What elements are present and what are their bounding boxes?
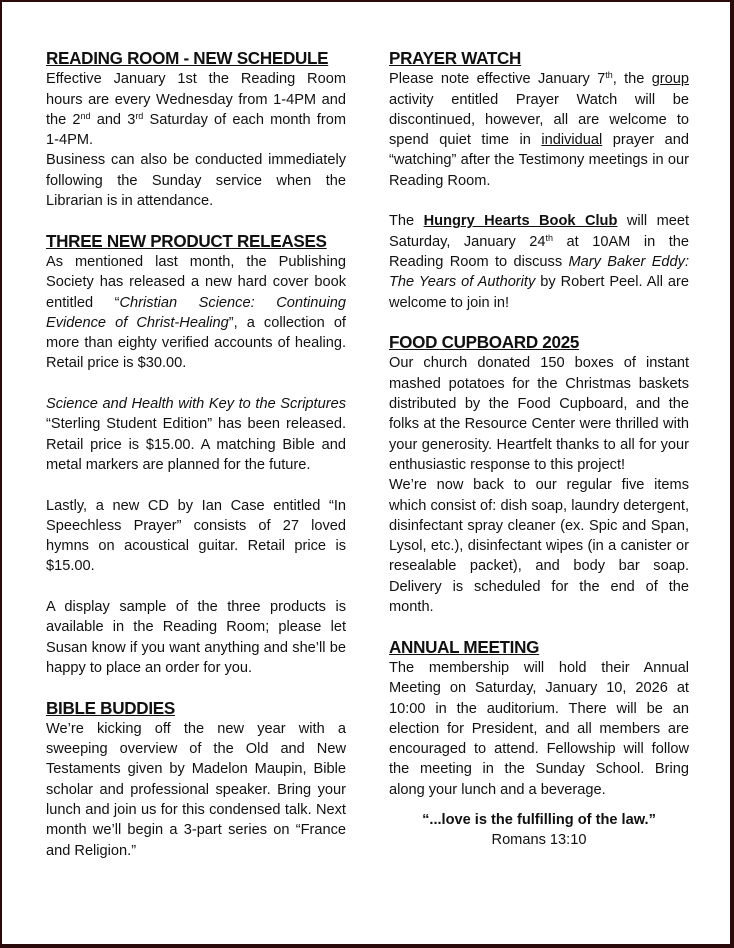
group-emphasis: group [651,71,690,88]
food-cupboard-section [389,333,689,617]
book-club-text: The Hungry Hearts Book Club will meet Saturday, January 24th at 10AM in the Reading Room to discuss Mary Baker Eddy: The Years of Authority by Robert Peel. All are welcome to join in! [389,213,690,311]
prayer-watch-heading: PRAYER WATCH [389,49,522,68]
food-cupboard-donation-text: Our church donated 150 boxes of instant mashed potatoes for the Christmas baskets distributed by the Food Cupboard, and the folks at the Resource Center were thrilled with your generosity. Heartfelt thanks to all for your enthusiastic response to this project! [389,355,689,473]
reading-room-section [46,49,346,211]
book-club-section [389,211,689,312]
book-club-name: Hungry Hearts Book Club [423,213,618,230]
book-club-title: Mary Baker Eddy: The Years of Authority [389,253,690,291]
product-releases-section [46,232,346,679]
science-health-title: Science and Health with Key to the Scriptures [46,396,346,413]
reading-room-business-text: Business can also be conducted immediately following the Sunday service when the Librarian is in attendance. [46,152,346,210]
bible-buddies-text: We’re kicking off the new year with a sweeping overview of the Old and New Testaments given by Madelon Maupin, Bible scholar and professional speaker. Bring your lunch and join us for this condensed talk. Next month we’ll begin a 3-part series on “France and Religion.” [46,720,346,859]
product-cd-text: Lastly, a new CD by Ian Case entitled “In Speechless Prayer” consists of 27 loved hymns on acoustical guitar. Retail price is $15.00. [46,497,346,575]
quote-citation: Romans 13:10 [491,832,587,849]
right-column [389,49,689,851]
food-cupboard-heading: FOOD CUPBOARD 2025 [389,333,580,353]
annual-meeting-text: The membership will hold their Annual Meeting on Saturday, January 10, 2026 at 10:00 in the auditorium. There will be an election for President, and all members are encouraged to attend. Fellowship will follow the meeting in the Sunday School. Bring along your lunch and a beverage. [389,659,689,798]
bible-buddies-section [46,699,346,861]
individual-emphasis: individual [541,132,603,149]
quote-text: “...love is the fulfilling of the law.” [422,811,656,828]
annual-meeting-heading: ANNUAL MEETING [389,637,540,657]
reading-room-heading: READING ROOM - NEW SCHEDULE [46,49,329,68]
product-science-health-text: Science and Health with Key to the Scriptures “Sterling Student Edition” has been released. Retail price is $15.00. A matching Bible and metal markers are planned for the future. [46,396,346,473]
prayer-watch-text: Please note effective January 7th, the group activity entitled Prayer Watch will be discontinued, however, all are welcome to spend quiet time in individual prayer and “watching” after the Testimony meetings in our Reading Room. [389,70,690,189]
book-title: Christian Science: Continuing Evidence of Christ-Healing [46,294,346,331]
reading-room-hours-text: Effective January 1st the Reading Room hours are every Wednesday from 1-4PM and the 2nd and 3rd Saturday of each month from 1-4PM. [46,71,346,149]
food-cupboard-items-text: We’re now back to our regular five items which consist of: dish soap, laundry detergent, disinfectant spray cleaner (ex. Spic and Span, Lysol, etc.), disinfectant wipes (in a canister or resealable packet), and body bar soap. Delivery is scheduled for the end of the month. [389,477,689,616]
product-book-text: As mentioned last month, the Publishing Society has released a new hard cover book entitled “Christian Science: Continuing Evidence of Christ-Healing”, a collection of more than eighty verified accounts of healing. Retail price is $30.00. [46,253,346,372]
annual-meeting-section [389,638,689,800]
left-column [46,49,346,861]
product-releases-heading: THREE NEW PRODUCT RELEASES [46,231,327,251]
product-display-text: A display sample of the three products is available in the Reading Room; please let Susan know if you want anything and she’ll be happy to place an order for you. [46,599,346,676]
prayer-watch-section [389,49,689,191]
scripture-quote [389,810,689,851]
bible-buddies-heading: BIBLE BUDDIES [46,698,175,718]
